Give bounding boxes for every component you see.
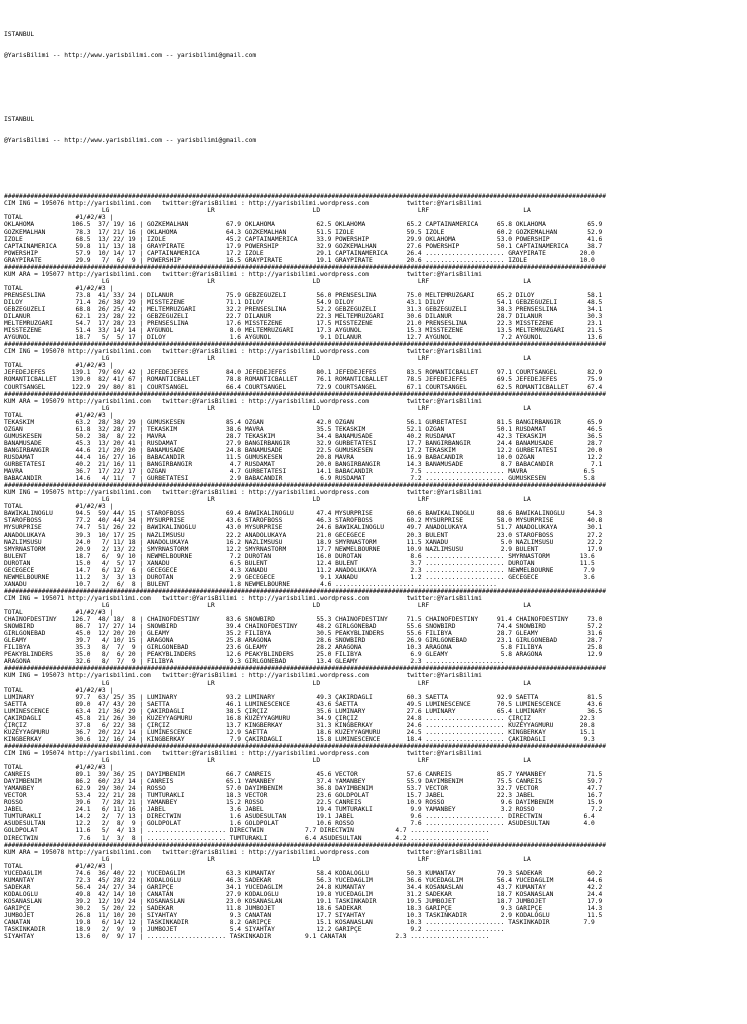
race-row: GLEAMY 39.7 4/ 10/ 15 | ARAGONA 25.8 ARAGONA 28.6 SNOWBIRD 26.9 GIRLGONEBAD 23.1 GIRLGONEBAD 28.7 xyxy=(4,637,603,645)
column-header: LG LR LD LRF LA xyxy=(4,496,531,504)
race-row: CANATAN 19.8 6/ 14/ 12 | TASKINKADIR 8.2 GARIPÇE 15.1 KOSANASLAN 10.3 ..................... TASKINKADIR 7.9 xyxy=(4,919,595,927)
separator-line: ################################################################################################################################################################ xyxy=(4,482,607,490)
race-title: CIM ING = 195076 http://yarisbilimi.com twitter:@YarisBilimi : http://yarisbilimi.wordpress.com twitter:@YarisBilimi xyxy=(4,200,482,208)
blank-line xyxy=(4,73,744,80)
race-row: DILANUR 62.1 23/ 28/ 22 | GEBZEGÜZELI 22.7 DILANUR 22.3 MELTEMRÜZGARI 30.6 DILANUR 28.7 DILANUR 30.3 xyxy=(4,313,603,321)
race-row: OZGAN 61.8 32/ 28/ 27 | TEKASKIM 38.6 MAVRA 35.5 TEKASKIM 52.1 OZGAN 50.1 RUSDAMAT 46.5 xyxy=(4,425,603,433)
race-row: ARAGONA 32.6 8/ 7/ 9 | FILIBYA 9.3 GIRLGONEBAD 13.4 GLEAMY 2.3 ..................... xyxy=(4,658,505,666)
race-row: BÜLENT 18.7 6/ 9/ 10 | NEWMELBOURNE 7.2 DUROTAN 16.0 DUROTAN 8.6 ..................... SMYRNASTORM 13.6 xyxy=(4,552,595,560)
separator-line: ################################################################################################################################################################ xyxy=(4,193,607,201)
race-row: DUROTAN 15.0 4/ 5/ 17 | XANADU 6.5 BÜLENT 12.4 BÜLENT 3.7 ..................... DUROTAN 11.5 xyxy=(4,559,595,567)
race-row: ROMANTICBALLET 139.0 82/ 41/ 67 | ROMANTICBALLET 78.8 ROMANTICBALLET 76.1 ROMANTICBALLET 78.5 JEFEDEJEFES 69.5 JEFEDEJEFES 75.9 xyxy=(4,376,603,384)
race-row: GOLDPOLAT 11.6 5/ 4/ 13 | ..................... DIRECTWIN 7.7 DIRECTWIN 4.7 ..................... xyxy=(4,827,490,835)
race-row: GARIPÇE 30.2 5/ 20/ 22 | SADEKAR 11.8 JUMBOJET 18.6 SADEKAR 18.3 GARIPÇE 9.3 GARIPÇE 14.3 xyxy=(4,905,603,912)
race-row: BANGIRBANGIR 44.6 21/ 20/ 20 | BANAMÜSADE 24.8 BANAMÜSADE 22.5 GÜMÜSKESEN 17.2 TEKASKIM 12.2 GURBETATESI 20.0 xyxy=(4,446,603,454)
race-row: NAZLIMSUSU 24.0 7/ 11/ 18 | ANADOLUKAYA 16.2 NAZLIMSUSU 18.9 SMYRNASTORM 11.5 XANADU 5.0 NAZLIMSUSU 22.2 xyxy=(4,538,603,546)
race-row: SNOWBIRD 86.7 17/ 27/ 14 | SNOWBIRD 39.4 CHAINOFDESTINY 48.2 GIRLGONEBAD 55.6 SNOWBIRD 74.4 SNOWBIRD 57.2 xyxy=(4,623,603,631)
race-row: TUMTURAKLI 14.2 2/ 7/ 13 | DIRECTWIN 1.6 ASUDESULTAN 19.1 JABEL 9.6 ..................... DIRECTWIN 6.4 xyxy=(4,813,595,821)
race-row: TEKASKIM 63.2 28/ 38/ 29 | GÜMÜSKESEN 85.4 OZGAN 42.0 OZGAN 56.1 GURBETATESI 81.5 BANGIRBANGIR 65.9 xyxy=(4,418,603,426)
race-row: FILIBYA 35.3 8/ 7/ 9 | GIRLGONEBAD 23.6 GLEAMY 28.2 ARAGONA 10.3 ARAGONA 5.8 FILIBYA 25.8 xyxy=(4,644,603,652)
race-row: OKLAHOMA 106.5 37/ 19/ 16 | GÖZKEMALHAN 67.9 OKLAHOMA 62.5 OKLAHOMA 65.2 CAPTAINAMERICA 65.8 OKLAHOMA 65.9 xyxy=(4,221,603,229)
race-row: MAVRA 36.7 17/ 22/ 17 | OZGAN 4.7 GURBETATESI 14.1 BABACANDIR 7.5 ..................... MAVRA 6.5 xyxy=(4,468,595,476)
race-row: ÇIRÇIZ 37.8 6/ 22/ 38 | ÇIRÇIZ 13.7 KINGBERKAY 31.3 KINGBERKAY 24.6 ..................... KUZEYYAGMURU 20.8 xyxy=(4,721,595,729)
separator-line: ################################################################################################################################################################ xyxy=(4,587,607,595)
race-row: PRENSESLINA 73.8 41/ 33/ 24 | DILANUR 75.9 GEBZEGÜZELI 56.0 PRENSESLINA 75.0 MELTEMRÜZGARI 65.2 DILOY 58.1 xyxy=(4,291,603,299)
total-header: TOTAL #1/#2/#3 | xyxy=(4,686,114,694)
total-header: TOTAL #1/#2/#3 | xyxy=(4,503,114,511)
city-title: ISTANBUL xyxy=(4,115,35,123)
race-title: CIM ING = 195071 http://yarisbilimi.com twitter:@YarisBilimi : http://yarisbilimi.wordpress.com twitter:@YarisBilimi xyxy=(4,594,482,602)
race-row: YÜCEDAGLIM 74.6 36/ 40/ 22 | YÜCEDAGLIM 63.3 KUMANTAY 58.4 KODALOGLU 50.3 KUMANTAY 79.3 SADEKAR 60.2 xyxy=(4,869,603,877)
race-row: COURTSANGEL 122.9 29/ 80/ 81 | COURTSANGEL 66.4 COURTSANGEL 72.9 COURTSANGEL 67.1 COURTSANGEL 62.5 ROMANTICBALLET 67.4 xyxy=(4,383,603,391)
total-header: TOTAL #1/#2/#3 | xyxy=(4,411,114,419)
column-header: LG LR LD LRF LA xyxy=(4,207,531,215)
total-header: TOTAL #1/#2/#3 | xyxy=(4,764,114,772)
race-row: KOSANASLAN 39.2 12/ 19/ 24 | KOSANASLAN 23.0 KOSANASLAN 19.1 TASKINKADIR 19.5 JUMBOJET 18.7 JUMBOJET 17.9 xyxy=(4,897,603,905)
race-row: BAWIKALINOGLU 94.5 59/ 44/ 15 | STAROFBOSS 69.4 BAWIKALINOGLU 47.4 MYSURPRISE 60.6 BAWIKALINOGLU 88.6 BAWIKALINOGLU 54.3 xyxy=(4,510,603,518)
race-title: KUM ARA = 195077 http://yarisbilimi.com twitter:@YarisBilimi : http://yarisbilimi.wordpress.com twitter:@YarisBilimi xyxy=(4,270,482,278)
column-header: LG LR LD LRF LA xyxy=(4,757,531,765)
race-row: CAPTAINAMERICA 59.8 11/ 13/ 18 | GRAYPIRATE 17.9 POWERSHIP 32.9 GÖZKEMALHAN 27.6 POWERSHIP 50.1 CAPTAINAMERICA 38.7 xyxy=(4,242,603,250)
column-header: LG LR LD LRF LA xyxy=(4,601,531,609)
race-row: GEBZEGÜZELI 68.8 26/ 25/ 42 | MELTEMRÜZGARI 32.2 PRENSESLINA 52.2 GEBZEGÜZELI 31.3 GEBZEGÜZELI 38.3 PRENSESLINA 34.1 xyxy=(4,306,603,314)
race-row: KINGBERKAY 30.6 12/ 16/ 24 | KINGBERKAY 7.9 ÇAKIRDAGLI 15.8 LUMINESCENCE 18.4 ..................... ÇAKIRDAGLI 9.3 xyxy=(4,735,595,743)
race-section xyxy=(4,264,744,342)
race-row: XANADU 10.7 2/ 6/ 8 | BÜLENT 1.8 NEWMELBOURNE 4.6 ..................... ..................... xyxy=(4,580,497,588)
blank-line xyxy=(4,158,744,165)
race-row: MISSTEZENE 51.4 33/ 14/ 14 | AYGÜNÖL 8.0 MELTEMRÜZGARI 17.3 AYGÜNÖL 15.3 MISSTEZENE 13.5 MELTEMRÜZGARI 21.5 xyxy=(4,327,603,335)
total-header: TOTAL #1/#2/#3 | xyxy=(4,284,114,292)
race-row: LUMINARY 97.7 63/ 25/ 35 | LUMINARY 93.2 LUMINARY 49.3 ÇAKIRDAGLI 60.3 SAETTA 92.9 SAETTA 81.5 xyxy=(4,693,603,701)
race-row: KUMANTAY 72.3 45/ 28/ 22 | KODALOGLU 46.3 SADEKAR 56.3 YÜCEDAGLIM 36.6 YÜCEDAGLIM 56.4 YÜCEDAGLIM 44.6 xyxy=(4,876,603,884)
race-row: GECEGECE 14.7 6/ 12/ 6 | GECEGECE 4.3 XANADU 11.2 ANADOLUKAYA 2.3 ..................... NEWMELBOURNE 7.9 xyxy=(4,566,595,574)
race-section xyxy=(4,391,744,483)
race-row: ASUDESULTAN 12.2 2/ 8/ 9 | GOLDPOLAT 1.6 GOLDPOLAT 10.6 ROSSO 7.6 ..................... ASUDESULTAN 4.0 xyxy=(4,820,595,828)
race-section xyxy=(4,588,744,666)
race-row: MELTEMRÜZGARI 54.7 17/ 28/ 23 | PRENSESLINA 17.6 MISSTEZENE 17.5 MISSTEZENE 21.0 PRENSESLINA 22.3 MISSTEZENE 23.1 xyxy=(4,320,603,328)
race-title: KUM ING = 195075 http://yarisbilimi.com twitter:@YarisBilimi : http://yarisbilimi.wordpress.com twitter:@YarisBilimi xyxy=(4,489,482,497)
race-row: DIRECTWIN 7.6 1/ 3/ 8 | ..................... TUMTURAKLI 6.4 ASUDESULTAN 4.2 ..................... xyxy=(4,834,490,842)
race-row: SADEKAR 56.4 24/ 27/ 34 | GARIPÇE 34.1 YÜCEDAGLIM 24.8 KUMANTAY 34.4 KOSANASLAN 43.7 KUMANTAY 42.2 xyxy=(4,883,603,891)
race-sections xyxy=(4,193,744,940)
column-header: LG LR LD LRF LA xyxy=(4,355,531,363)
race-row: GRAYPIRATE 29.9 7/ 6/ 9 | POWERSHIP 16.5 GRAYPIRATE 19.1 GRAYPIRATE 20.6 ..................... IZOLE 10.0 xyxy=(4,256,595,264)
race-title: KUM ING = 195073 http://yarisbilimi.com twitter:@YarisBilimi : http://yarisbilimi.wordpress.com twitter:@YarisBilimi xyxy=(4,672,482,680)
race-row: CANREIS 89.1 39/ 36/ 25 | DAYIMBENIM 66.7 CANREIS 45.6 VECTOR 57.6 CANREIS 85.7 YAMANBEY 71.5 xyxy=(4,771,603,779)
race-row: ANADOLUKAYA 39.3 10/ 17/ 25 | NAZLIMSUSU 22.2 ANADOLUKAYA 21.0 GECEGECE 20.3 BÜLENT 23.0 STAROFBOSS 27.2 xyxy=(4,531,603,539)
race-row: VECTOR 53.4 22/ 21/ 28 | TUMTURAKLI 18.3 VECTOR 23.6 GOLDPOLAT 15.7 JABEL 22.3 JABEL 16.7 xyxy=(4,792,603,800)
race-section xyxy=(4,341,744,390)
race-row: STAROFBOSS 77.2 40/ 44/ 34 | MYSURPRISE 43.6 STAROFBOSS 46.3 STAROFBOSS 60.2 MYSURPRISE 58.0 MYSURPRISE 40.8 xyxy=(4,517,603,525)
race-row: GIRLGONEBAD 45.0 12/ 20/ 20 | GLEAMY 35.2 FILIBYA 30.5 PEAKYBLINDERS 55.6 FILIBYA 28.7 GLEAMY 31.6 xyxy=(4,630,603,638)
total-header: TOTAL #1/#2/#3 | xyxy=(4,862,114,870)
city-title: ISTANBUL xyxy=(4,31,35,39)
race-row: GURBETATESI 40.2 21/ 16/ 11 | BANGIRBANGIR 4.7 RUSDAMAT 20.0 BANGIRBANGIR 14.3 BANAMÜSADE 8.7 BABACANDIR 7.1 xyxy=(4,461,603,469)
separator-line: ################################################################################################################################################################ xyxy=(4,665,607,673)
race-row: GÖZKEMALHAN 78.3 17/ 21/ 16 | OKLAHOMA 64.3 GÖZKEMALHAN 51.5 IZOLE 59.5 IZOLE 60.2 GÖZKEMALHAN 52.9 xyxy=(4,228,603,236)
race-title: KUM ARA = 195078 http://yarisbilimi.com twitter:@YarisBilimi : http://yarisbilimi.wordpress.com twitter:@YarisBilimi xyxy=(4,848,482,856)
race-row: YAMANBEY 62.9 29/ 30/ 24 | ROSSO 57.0 DAYIMBENIM 36.8 DAYIMBENIM 53.7 VECTOR 32.7 VECTOR 47.7 xyxy=(4,785,603,793)
separator-line: ################################################################################################################################################################ xyxy=(4,263,607,271)
race-row: DAYIMBENIM 86.2 60/ 23/ 14 | CANREIS 65.1 YAMANBEY 37.4 YAMANBEY 55.9 DAYIMBENIM 75.5 CANREIS 59.7 xyxy=(4,778,603,786)
race-row: BABACANDIR 14.6 4/ 11/ 7 | GURBETATESI 2.9 BABACANDIR 6.9 RUSDAMAT 7.2 ..................... GÜMÜSKESEN 5.8 xyxy=(4,475,595,483)
race-row: ÇAKIRDAGLI 45.8 21/ 26/ 30 | KUZEYYAGMURU 16.8 KUZEYYAGMURU 34.9 ÇIRÇIZ 24.8 ..................... ÇIRÇIZ 22.3 xyxy=(4,714,595,722)
race-row: MYSURPRISE 74.7 51/ 26/ 22 | BAWIKALINOGLU 43.0 MYSURPRISE 24.6 BAWIKALINOGLU 49.7 ANADOLUKAYA 51.7 ANADOLUKAYA 30.1 xyxy=(4,524,603,532)
race-row: RUSDAMAT 44.4 16/ 27/ 16 | BABACANDIR 11.5 GÜMÜSKESEN 20.8 MAVRA 16.9 BABACANDIR 10.0 OZGAN 12.2 xyxy=(4,454,603,461)
separator-line: ################################################################################################################################################################ xyxy=(4,390,607,398)
race-row: IZOLE 68.5 13/ 22/ 19 | IZOLE 45.2 CAPTAINAMERICA 33.9 POWERSHIP 29.9 OKLAHOMA 53.0 POWERSHIP 41.6 xyxy=(4,235,603,243)
race-section xyxy=(4,743,744,842)
race-row: JEFEDEJEFES 139.1 79/ 69/ 42 | JEFEDEJEFES 84.0 JEFEDEJEFES 80.1 JEFEDEJEFES 83.5 ROMANTICBALLET 97.1 COURTSANGEL 82.9 xyxy=(4,369,603,377)
race-section xyxy=(4,193,744,263)
source-credit: @YarisBilimi -- http://www.yarisbilimi.com -- yarisbilimi@gmail.com xyxy=(4,136,257,144)
column-header: LG LR LD LRF LA xyxy=(4,855,531,863)
race-report-document xyxy=(4,3,744,947)
separator-line: ################################################################################################################################################################ xyxy=(4,742,607,750)
race-row: LUMINESCENCE 63.4 21/ 36/ 29 | ÇAKIRDAGLI 38.5 ÇIRÇIZ 35.6 LUMINARY 27.6 LUMINARY 65.4 LUMINARY 36.5 xyxy=(4,707,603,715)
race-row: BANAMÜSADE 45.3 13/ 20/ 41 | RUSDAMAT 27.9 BANGIRBANGIR 32.9 GURBETATESI 17.7 BANGIRBANGIR 24.4 BANAMÜSADE 28.7 xyxy=(4,439,603,447)
race-row: JABEL 24.1 6/ 11/ 16 | JABEL 3.6 JABEL 19.4 TUMTURAKLI 9.9 YAMANBEY 3.2 ROSSO 7.2 xyxy=(4,806,603,814)
separator-line: ################################################################################################################################################################ xyxy=(4,341,607,349)
race-row: ROSSO 39.6 7/ 28/ 21 | YAMANBEY 15.2 ROSSO 22.5 CANREIS 10.9 ROSSO 9.6 DAYIMBENIM 15.9 xyxy=(4,799,603,807)
race-row: SIYAHTAY 13.6 0/ 9/ 17 | ..................... TASKINKADIR 9.1 CANATAN 2.3 ..................... xyxy=(4,933,490,941)
race-row: CHAINOFDESTINY 126.7 48/ 18/ 8 | CHAINOFDESTINY 83.6 SNOWBIRD 55.3 CHAINOFDESTINY 71.5 CHAINOFDESTINY 91.4 CHAINOFDESTINY 73.0 xyxy=(4,616,603,624)
race-row: AYGÜNÖL 18.7 5/ 5/ 17 | DILOY 1.6 AYGÜNÖL 9.1 DILANUR 12.7 AYGÜNÖL 7.2 AYGÜNÖL 13.6 xyxy=(4,334,603,342)
race-row: JUMBOJET 26.8 11/ 10/ 20 | SIYAHTAY 9.3 CANATAN 17.7 SIYAHTAY 10.3 TASKINKADIR 2.9 KODALOGLU 11.5 xyxy=(4,912,603,920)
report-header xyxy=(4,17,744,179)
column-header: LG LR LD LRF LA xyxy=(4,679,531,687)
race-row: TASKINKADIR 18.9 2/ 9/ 9 | JUMBOJET 5.4 SIYAHTAY 12.2 GARIPÇE 9.2 ..................... xyxy=(4,926,505,934)
column-header: LG LR LD LRF LA xyxy=(4,404,531,412)
total-header: TOTAL #1/#2/#3 | xyxy=(4,362,114,370)
source-credit: @YarisBilimi -- http://www.yarisbilimi.com -- yarisbilimi@gmail.com xyxy=(4,52,257,60)
race-row: POWERSHIP 57.9 10/ 14/ 17 | CAPTAINAMERICA 17.2 IZOLE 29.1 CAPTAINAMERICA 26.4 ..................... GRAYPIRATE 20.0 xyxy=(4,249,595,257)
race-title: CIM ING = 195074 http://yarisbilimi.com twitter:@YarisBilimi : http://yarisbilimi.wordpress.com twitter:@YarisBilimi xyxy=(4,749,482,757)
total-header: TOTAL #1/#2/#3 | xyxy=(4,214,114,222)
separator-line: ################################################################################################################################################################ xyxy=(4,841,607,849)
race-row: SMYRNASTORM 20.9 2/ 13/ 22 | SMYRNASTORM 12.2 SMYRNASTORM 17.7 NEWMELBOURNE 10.9 NAZLIMSUSU 2.9 BÜLENT 17.9 xyxy=(4,545,603,553)
race-row: GÜMÜSKESEN 50.2 38/ 8/ 22 | MAVRA 28.7 TEKASKIM 34.4 BANAMÜSADE 40.2 RUSDAMAT 42.3 TEKASKIM 36.5 xyxy=(4,432,603,440)
total-header: TOTAL #1/#2/#3 | xyxy=(4,609,114,617)
race-row: DILOY 71.4 26/ 38/ 29 | MISSTEZENE 71.1 DILOY 54.9 DILOY 43.1 DILOY 54.1 GEBZEGÜZELI 48.5 xyxy=(4,298,603,306)
column-header: LG LR LD LRF LA xyxy=(4,277,531,285)
race-title: KUM ARA = 195079 http://yarisbilimi.com twitter:@YarisBilimi : http://yarisbilimi.wordpress.com twitter:@YarisBilimi xyxy=(4,397,482,405)
race-section xyxy=(4,842,744,941)
race-row: PEAKYBLINDERS 35.0 8/ 6/ 20 | PEAKYBLINDERS 12.6 PEAKYBLINDERS 25.0 FILIBYA 6.9 GLEAMY 5.8 ARAGONA 12.9 xyxy=(4,651,603,659)
blank-line xyxy=(4,95,744,102)
race-section xyxy=(4,482,744,588)
race-title: CIM ING = 195070 http://yarisbilimi.com twitter:@YarisBilimi : http://yarisbilimi.wordpress.com twitter:@YarisBilimi xyxy=(4,348,482,356)
race-section xyxy=(4,665,744,743)
race-row: NEWMELBOURNE 11.2 3/ 3/ 13 | DUROTAN 2.9 GECEGECE 9.1 XANADU 1.2 ..................... GECEGECE 3.6 xyxy=(4,573,595,581)
race-row: KODALOGLU 49.8 42/ 14/ 10 | CANATAN 27.9 KODALOGLU 19.8 YÜCEDAGLIM 31.2 SADEKAR 18.7 KOSANASLAN 24.4 xyxy=(4,890,603,898)
race-row: KUZEYYAGMURU 36.7 20/ 22/ 14 | LUMINESCENCE 12.9 SAETTA 18.6 KUZEYYAGMURU 24.5 ..................... KINGBERKAY 15.1 xyxy=(4,728,595,736)
race-row: SAETTA 89.0 47/ 43/ 20 | SAETTA 46.1 LUMINESCENCE 43.6 SAETTA 49.5 LUMINESCENCE 70.5 LUMINESCENCE 43.6 xyxy=(4,700,603,708)
